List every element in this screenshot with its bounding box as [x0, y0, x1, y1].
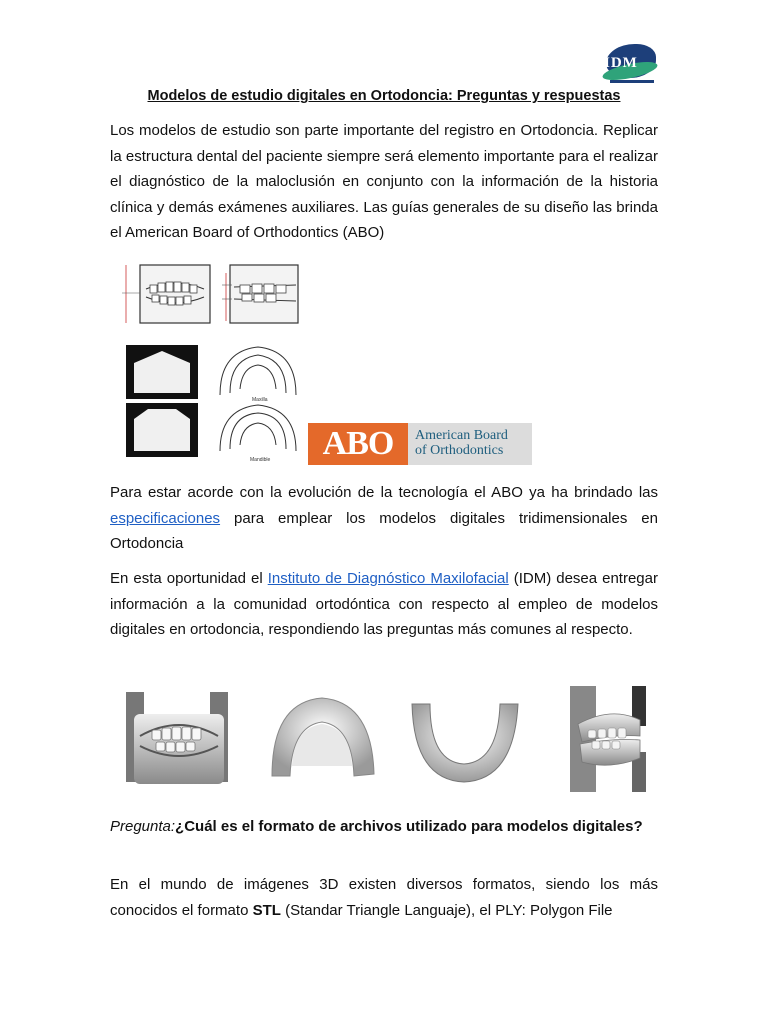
- lateral-occlusion-sketch: [222, 265, 298, 323]
- digital-models-image-strip: [122, 684, 652, 794]
- question-label: Pregunta:: [110, 818, 176, 835]
- abo-acronym: ABO: [308, 423, 408, 465]
- abo-name-line2: of Orthodontics: [415, 443, 504, 458]
- base-trim-lower: [126, 403, 198, 457]
- specifications-link[interactable]: especificaciones: [110, 509, 221, 527]
- page-title: Modelos de estudio digitales en Ortodoncia: Preguntas y respuestas: [147, 88, 621, 104]
- logo-text: IDM: [604, 55, 638, 71]
- abo-logo: [308, 423, 532, 465]
- digital-model-lateral: [570, 686, 646, 792]
- idm-institute-link[interactable]: Instituto de Diagnóstico Maxilofacial: [267, 570, 509, 587]
- idm-logo: [596, 38, 660, 90]
- formats-paragraph: [110, 872, 658, 923]
- para4-text-after: (Standar Triangle Languaje), el PLY: Polygon File: [280, 901, 613, 919]
- digital-model-upper-arch: [272, 698, 374, 776]
- question-text: ¿Cuál es el formato de archivos utilizado para modelos digitales?: [175, 818, 643, 835]
- specifications-paragraph: [110, 480, 658, 557]
- mandible-caption: Mandible: [250, 457, 271, 463]
- question-heading: [110, 814, 658, 839]
- abo-model-diagram: [112, 255, 312, 467]
- para3-text-after: (IDM) desea entregar información a la comunidad ortodóntica con respecto al empleo de modelos digitales en ortodoncia, respondiendo las preguntas más comunes al respecto.: [110, 570, 658, 638]
- para2-text-after: para emplear los modelos digitales tridimensionales en Ortodoncia: [110, 509, 658, 552]
- logo-underline: [610, 80, 654, 83]
- base-trim-upper: [126, 345, 198, 399]
- idm-paragraph: [110, 566, 658, 643]
- maxilla-caption: Maxilla: [252, 397, 268, 403]
- para2-text-before: Para estar acorde con la evolución de la tecnología el ABO ya ha brindado las: [110, 484, 658, 501]
- digital-model-lower-arch: [402, 694, 526, 786]
- para3-text-before: En esta oportunidad el: [110, 570, 268, 587]
- digital-model-frontal: [126, 692, 228, 784]
- stl-format-bold: STL: [252, 901, 281, 919]
- para4-text-before: En el mundo de imágenes 3D existen diversos formatos, siendo los más conocidos el formato: [110, 876, 658, 919]
- abo-name-line1: American Board: [415, 428, 508, 443]
- intro-paragraph: Los modelos de estudio son parte importante del registro en Ortodoncia. Replicar la estructura dental del paciente siempre será elemento importante para el realizar el diagnóstico de la maloclusión en conjunto con la información de la historia clínica y demás exámenes auxiliares. Las guías generales de su diseño las brinda el American Board of Orthodontics (ABO): [110, 122, 658, 241]
- abo-name: [408, 423, 532, 465]
